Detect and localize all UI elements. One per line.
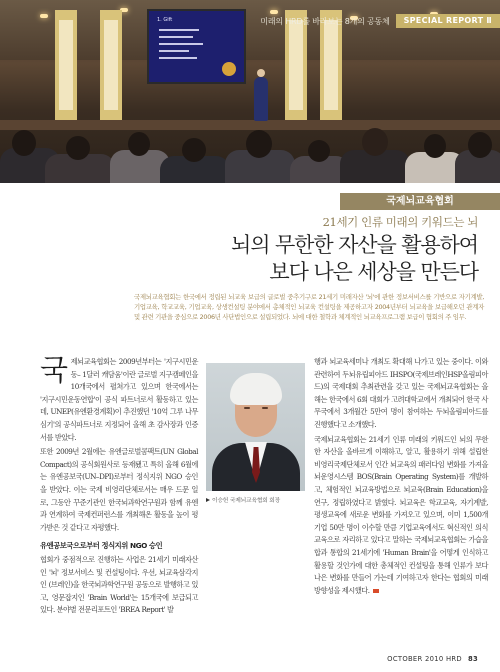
section-subheading: 유엔공보국으로부터 정식지위 NGO 승인 [40, 541, 163, 551]
screen-text-line [159, 50, 189, 52]
page-footer [387, 655, 478, 663]
paragraph: 행과 뇌교육세미나 개최도 확대해 나가고 있는 중이다. 이와 관련하여 두뇌유립피아드 IHSPO(국제브레인HSP올림피아드)의 국제대회 추최관련을 갖고 있는 국제뇌교육협회는 올해는 한국에서 6회 대회가 고려대학교에서 개최되어 한국 사무국에서 3개월간 5만여 명이 참여하는 두뇌올림피아드를 진행했다고 소개했다. [314, 357, 488, 429]
conference-photo [0, 0, 500, 183]
audience [0, 110, 500, 183]
screen-text-line [159, 57, 197, 59]
lead-paragraph: 국제뇌교육협회는 한국에서 정립된 뇌교육 보급의 글로벌 중추기구로 21세기 미래자산 '뇌'에 관한 정보서비스를 기반으로 자기계발, 기업교육, 학교교육, 기업교육, 상생컨설팅 분야에서 총체적인 뇌교육 컨설팅을 제공하고자 2004년부터 뇌교육을 보급해오던 관계자 및 관련 기관을 중심으로 2006년 사단법인으로 설립되었다. 뇌에 대한 철학과 체계적인 뇌교육프로그램 보급이 협회의 주 임무. [134, 293, 484, 321]
drop-cap: 국 [40, 353, 68, 387]
title-line-1: 뇌의 무한한 자산을 활용하여 [231, 233, 478, 257]
photo-caption [206, 495, 316, 504]
paragraph-text: 국제뇌교육협회는 21세기 인류 미래의 키워드인 뇌의 무한한 자산을 올바르게 이해하고, 알고, 활용하기 위해 설립한 비영리국제단체로서 인간 뇌교육의 패러다임 변화를 가져올 뇌운영시스템 BOS(Brain Operating System)를 개발하고, 체험적인 뇌교육방법으로 뇌교육(Brain Education)을 연구, 정립하였다고 밝혔다. 뇌교육은 학교교육, 자기계발, 평생교육에 새로운 변화를 가져오고 있으며, 이미 1,500개 기업 50만 명이 이수할 만큼 기업교육에서도 혁신적인 의식교육으로 자리하고 있다고 말하는 국제뇌교육협회는 가습을합과 통합의 21세기에 'Human Brain'을 어떻게 인식하고 활용할 것인가에 대한 총체적인 컨설팅을 통해 인류가 보다 나은 변화를 만들어 가는데 기여하고자 한다는 협회의 미래 방향성을 제시했다. [314, 434, 488, 595]
screen-text-line [159, 29, 199, 31]
hanging-banner [55, 10, 77, 120]
projection-screen [147, 9, 246, 84]
organization-label: 국제뇌교육협회 [340, 193, 500, 210]
portrait-eye [262, 407, 268, 409]
section-tag: SPECIAL REPORT Ⅱ [396, 14, 500, 28]
hanging-banner [100, 10, 122, 120]
page-number: 83 [467, 655, 478, 663]
paragraph: 협회가 중점적으로 진행하는 사업은 21세기 미래자산인 '뇌' 정보서비스 및 컨설팅이다. 우선, 뇌교육삼각지인 (브레인)을 한국뇌과학연구원 공동으로 발행하고 있고, 영문잡지인 'Brain World'는 15개국에 보급되고 있다. 분야별 전문리포트인 'BREA Report' 발 [40, 554, 198, 615]
article-subtitle: 21세기 인류 미래의 키워드는 뇌 [322, 215, 478, 229]
caption-text: 이승헌 국제뇌교육협회 회장 [212, 498, 281, 504]
paragraph: 또한 2009년 2월에는 유엔글로벌콤팩트(UN Global Compact)의 공식회원사로 등재됐고 특히 올해 6월에는 유엔공보국(UN–DPI)로부터 정식지위 NGO 승인을 받았다. 이는 국제 비영리단체로서는 매우 드문 일로, 그동안 꾸준기관인 한국뇌과학연구원과 함께 유엔과 연계하여 국제컨퍼런스를 개최해온 활동을 높이 평가받은 것 같다고 자평했다. [40, 447, 198, 532]
right-column [314, 356, 488, 599]
portrait-eye [244, 407, 250, 409]
issue-label: OCTOBER 2010 HRD [387, 655, 462, 663]
screen-text-line [159, 43, 203, 45]
header-tagline: 미래의 HRD를 바라보는 8개의 공동체 [260, 16, 390, 26]
portrait-photo [206, 363, 305, 491]
caption-triangle-icon [206, 498, 210, 502]
screen-text-line [159, 36, 193, 38]
paragraph [40, 353, 198, 444]
end-mark-icon [373, 589, 379, 593]
left-column [40, 353, 198, 619]
title-line-2: 보다 나은 세상을 만든다 [269, 260, 478, 284]
article-title [231, 232, 478, 286]
portrait-hair [230, 373, 282, 405]
paragraph-text: 제뇌교육협회는 2009년부터는 '지구시민운동– 1달러 캐담움'이란 글로벌 지구캠페인을 10개국에서 펼쳐가고 있으며 한국에서는 '지구시민운동연합'이 공식 파트너로서 활동하고 있는데, UNEP(유엔환경계획)이 추진했던 '10억 그루 나무심기'의 공식파트너로 지정되어 올해 초 감사장과 인증서를 받았다. [40, 357, 198, 442]
screen-logo [222, 62, 236, 76]
paragraph [314, 434, 488, 598]
special-report-tag [260, 14, 500, 28]
screen-title: 1. Gift [157, 17, 173, 23]
ceiling-light [40, 14, 48, 18]
